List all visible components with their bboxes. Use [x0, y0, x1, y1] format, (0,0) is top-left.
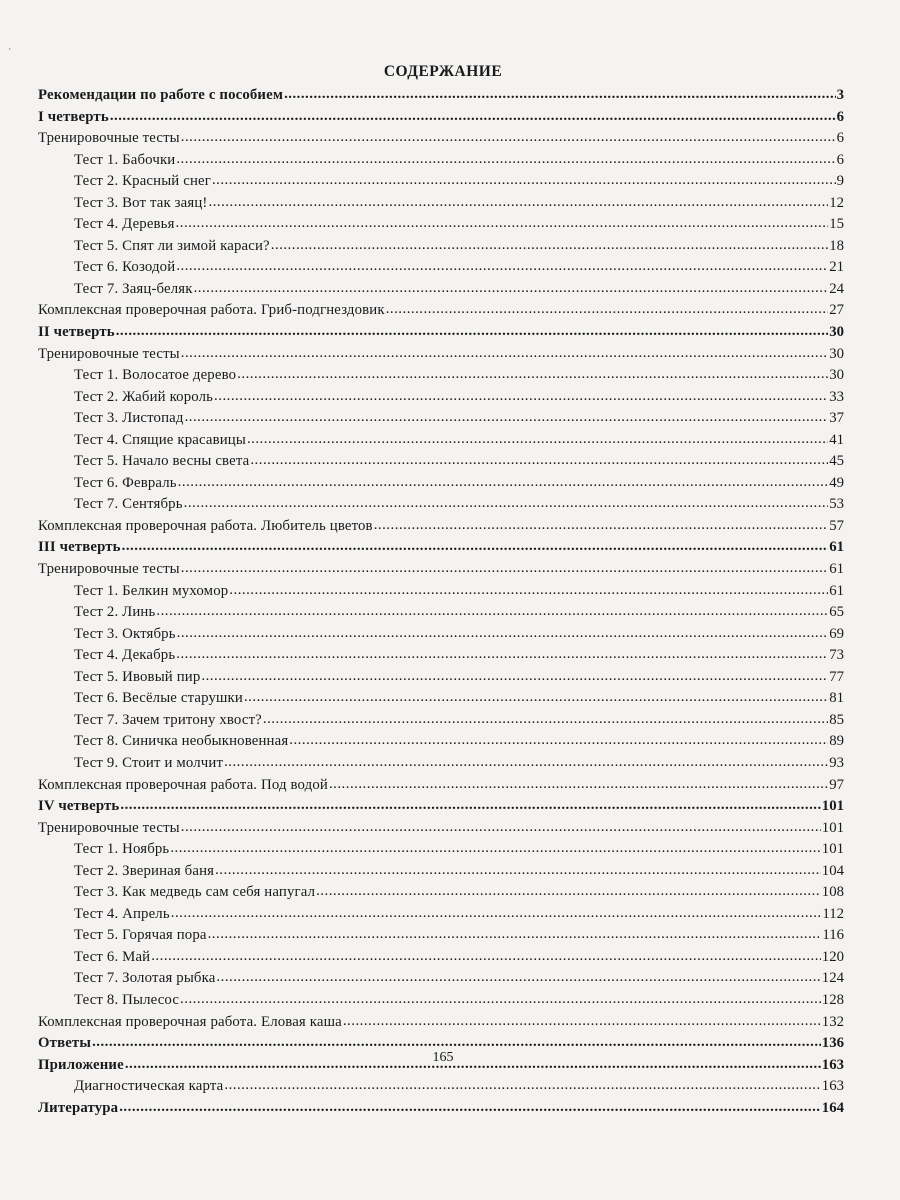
toc-entry-page: 77 — [829, 668, 844, 685]
toc-entry-page: 37 — [829, 410, 844, 427]
toc-entry-label: Тест 2. Звериная баня — [74, 862, 215, 879]
toc-entry-label: Тест 1. Бабочки — [74, 151, 176, 168]
toc-entry-page: 104 — [821, 862, 844, 879]
toc-entry-label: Тест 4. Деревья — [74, 216, 175, 233]
toc-leader-dots — [374, 515, 829, 537]
toc-entry-label: Тест 6. Весёлые старушки — [74, 690, 243, 707]
toc-entry-label: Комплексная проверочная работа. Гриб-подгнездовик — [38, 302, 385, 319]
toc-leader-dots — [176, 149, 835, 171]
toc-leader-dots — [122, 536, 829, 558]
toc-entry-page: 132 — [821, 1013, 844, 1030]
toc-entry-label: Литература — [38, 1099, 119, 1116]
toc-entry-page: 49 — [829, 474, 844, 491]
toc-leader-dots — [110, 106, 836, 128]
toc-entry — [38, 365, 844, 387]
toc-entry-page: 112 — [822, 905, 844, 922]
toc-leader-dots — [171, 903, 822, 925]
toc-entry-page: 120 — [821, 948, 844, 965]
toc-entry-page: 41 — [829, 431, 844, 448]
toc-entry-label: Тест 3. Листопад — [74, 410, 184, 427]
toc-entry-label: Тест 2. Жабий король — [74, 388, 214, 405]
toc-entry-page: 81 — [829, 690, 844, 707]
toc-entry — [38, 925, 844, 947]
toc-entry-label: Тест 2. Линь — [74, 604, 156, 621]
toc-entry-label: Тест 8. Синичка необыкновенная — [74, 733, 289, 750]
toc-leader-dots — [224, 1075, 820, 1097]
toc-entry-page: 9 — [836, 173, 844, 190]
toc-entry-page: 12 — [829, 194, 844, 211]
toc-entry-label: I четверть — [38, 108, 109, 125]
toc-entry-label: Тренировочные тесты — [38, 130, 180, 147]
toc-entry — [38, 451, 844, 473]
toc-entry-page: 163 — [821, 1056, 844, 1073]
toc-entry-page: 163 — [821, 1078, 844, 1095]
toc-leader-dots — [263, 709, 828, 731]
toc-leader-dots — [185, 407, 829, 429]
toc-entry-page: 18 — [829, 237, 844, 254]
toc-entry — [38, 753, 844, 775]
toc-entry — [38, 581, 844, 603]
toc-entry-page: 61 — [829, 539, 844, 556]
toc-leader-dots — [181, 343, 828, 365]
toc-leader-dots — [224, 752, 828, 774]
toc-leader-dots — [271, 235, 828, 257]
toc-entry-page: 27 — [829, 302, 844, 319]
toc-leader-dots — [116, 321, 828, 343]
toc-entry — [38, 279, 844, 301]
toc-leader-dots — [212, 170, 836, 192]
toc-entry — [38, 473, 844, 495]
toc-entry-label: Тест 1. Белкин мухомор — [74, 582, 229, 599]
toc-entry — [38, 408, 844, 430]
toc-entry-page: 30 — [829, 324, 844, 341]
toc-entry-label: Тест 6. Февраль — [74, 474, 177, 491]
toc-entry-page: 85 — [829, 711, 844, 728]
toc-entry-label: Ответы — [38, 1035, 92, 1052]
toc-entry-page: 101 — [821, 798, 844, 815]
toc-leader-dots — [209, 192, 829, 214]
toc-leader-dots — [184, 493, 829, 515]
toc-leader-dots — [176, 256, 828, 278]
toc-entry-label: Тест 7. Золотая рыбка — [74, 970, 216, 987]
toc-leader-dots — [181, 127, 836, 149]
toc-entry-label: III четверть — [38, 539, 121, 556]
toc-entry-label: Тест 1. Ноябрь — [74, 841, 170, 858]
toc-leader-dots — [181, 558, 828, 580]
toc-entry — [38, 322, 844, 344]
toc-entry-page: 116 — [822, 927, 844, 944]
toc-entry — [38, 300, 844, 322]
toc-leader-dots — [229, 580, 828, 602]
toc-leader-dots — [214, 386, 828, 408]
toc-entry-page: 101 — [821, 819, 844, 836]
toc-entry — [38, 818, 844, 840]
toc-entry-label: Тест 5. Ивовый пир — [74, 668, 201, 685]
toc-entry — [38, 990, 844, 1012]
toc-entry-label: Тест 6. Май — [74, 948, 151, 965]
toc-entry — [38, 602, 844, 624]
toc-entry — [38, 667, 844, 689]
toc-entry-page: 61 — [829, 561, 844, 578]
toc-entry-page: 108 — [821, 884, 844, 901]
toc-entry-page: 45 — [829, 453, 844, 470]
toc-entry-label: Тест 1. Волосатое дерево — [74, 367, 237, 384]
toc-entry — [38, 537, 844, 559]
toc-entry-label: IV четверть — [38, 798, 120, 815]
toc-entry — [38, 839, 844, 861]
toc-entry-page: 61 — [829, 582, 844, 599]
toc-entry — [38, 861, 844, 883]
toc-entry-label: Тест 7. Заяц-беляк — [74, 280, 193, 297]
toc-title: СОДЕРЖАНИЕ — [383, 63, 503, 80]
toc-leader-dots — [119, 1097, 821, 1119]
toc-entry-page: 6 — [836, 151, 844, 168]
toc-entry — [38, 430, 844, 452]
toc-entry-page: 3 — [836, 87, 844, 103]
toc-entry-page: 124 — [821, 970, 844, 987]
toc-leader-dots — [343, 1011, 821, 1033]
toc-entry-label: Тест 7. Сентябрь — [74, 496, 183, 513]
toc-entry — [38, 882, 844, 904]
toc-entry-page: 136 — [821, 1035, 844, 1052]
toc-entry-label: Тренировочные тесты — [38, 819, 180, 836]
toc-entry-page: 30 — [829, 345, 844, 362]
toc-leader-dots — [244, 687, 828, 709]
toc-entry — [38, 796, 844, 818]
toc-entry-page: 30 — [829, 367, 844, 384]
toc-entry-page: 93 — [829, 754, 844, 771]
toc-entry-page: 101 — [821, 841, 844, 858]
toc-entry-page: 6 — [836, 130, 844, 147]
toc-entry-label: Приложение — [38, 1056, 124, 1073]
toc-leader-dots — [177, 623, 829, 645]
toc-leader-dots — [289, 730, 828, 752]
toc-leader-dots — [329, 774, 828, 796]
table-of-contents — [38, 85, 844, 1119]
toc-entry-label: Тренировочные тесты — [38, 345, 180, 362]
toc-entry-label: Тест 3. Вот так заяц! — [74, 194, 208, 211]
toc-entry — [38, 775, 844, 797]
toc-entry-page: 21 — [829, 259, 844, 276]
toc-entry — [38, 171, 844, 193]
toc-entry-label: Рекомендации по работе с пособием — [38, 87, 284, 103]
toc-leader-dots — [201, 666, 828, 688]
toc-entry-label: Комплексная проверочная работа. Еловая каша — [38, 1013, 342, 1030]
toc-entry — [38, 559, 844, 581]
toc-entry — [38, 107, 844, 129]
toc-entry-page: 57 — [829, 517, 844, 534]
toc-leader-dots — [247, 429, 828, 451]
toc-entry — [38, 904, 844, 926]
toc-leader-dots — [120, 795, 820, 817]
toc-entry-label: Тест 8. Пылесос — [74, 991, 180, 1008]
toc-entry — [38, 214, 844, 236]
toc-entry — [38, 710, 844, 732]
toc-leader-dots — [180, 989, 821, 1011]
toc-leader-dots — [194, 278, 829, 300]
toc-leader-dots — [316, 881, 821, 903]
toc-leader-dots — [151, 946, 821, 968]
toc-leader-dots — [216, 967, 820, 989]
toc-leader-dots — [250, 450, 828, 472]
toc-entry-page: 164 — [821, 1099, 844, 1116]
toc-leader-dots — [181, 817, 821, 839]
toc-entry-label: Тест 4. Апрель — [74, 905, 170, 922]
toc-entry-page: 6 — [836, 108, 844, 125]
toc-leader-dots — [386, 299, 829, 321]
toc-entry-label: Тест 4. Декабрь — [74, 647, 176, 664]
toc-entry-label: II четверть — [38, 324, 115, 341]
toc-entry — [38, 688, 844, 710]
toc-entry-page: 24 — [829, 280, 844, 297]
toc-entry-page: 128 — [821, 991, 844, 1008]
toc-entry — [38, 193, 844, 215]
toc-entry — [38, 150, 844, 172]
toc-entry-page: 15 — [829, 216, 844, 233]
toc-entry-label: Тест 2. Красный снег — [74, 173, 211, 190]
toc-leader-dots — [215, 860, 821, 882]
toc-leader-dots — [178, 472, 829, 494]
toc-leader-dots — [176, 213, 829, 235]
toc-entry-page: 33 — [829, 388, 844, 405]
toc-entry — [38, 257, 844, 279]
toc-entry-label: Тест 5. Начало весны света — [74, 453, 250, 470]
toc-leader-dots — [237, 364, 828, 386]
toc-entry — [38, 1076, 844, 1098]
toc-leader-dots — [208, 924, 822, 946]
toc-entry — [38, 731, 844, 753]
toc-entry — [38, 1012, 844, 1034]
toc-entry-page: 53 — [829, 496, 844, 513]
toc-entry — [38, 128, 844, 150]
scan-artifact: ⸱ — [8, 42, 12, 56]
toc-entry — [38, 344, 844, 366]
toc-entry — [38, 494, 844, 516]
toc-entry-label: Тест 5. Спят ли зимой караси? — [74, 237, 270, 254]
toc-entry-label: Тест 4. Спящие красавицы — [74, 431, 246, 448]
toc-entry-label: Тренировочные тесты — [38, 561, 180, 578]
toc-entry-label: Тест 6. Козодой — [74, 259, 176, 276]
toc-entry-label: Комплексная проверочная работа. Любитель цветов — [38, 517, 373, 534]
toc-entry — [38, 516, 844, 538]
toc-entry-page: 73 — [829, 647, 844, 664]
toc-entry — [38, 85, 844, 107]
toc-entry — [38, 624, 844, 646]
toc-entry-label: Диагностическая карта — [74, 1078, 224, 1095]
toc-entry-page: 97 — [829, 776, 844, 793]
toc-entry — [38, 947, 844, 969]
toc-entry-page: 65 — [829, 604, 844, 621]
toc-entry-page: 89 — [829, 733, 844, 750]
toc-entry-label: Тест 3. Как медведь сам себя напугал — [74, 884, 316, 901]
toc-entry-label: Тест 5. Горячая пора — [74, 927, 207, 944]
toc-entry-label: Комплексная проверочная работа. Под водой — [38, 776, 328, 793]
toc-entry-page: 69 — [829, 625, 844, 642]
toc-entry — [38, 387, 844, 409]
toc-leader-dots — [156, 601, 828, 623]
page-number: 165 — [432, 1050, 454, 1065]
toc-entry — [38, 968, 844, 990]
toc-entry — [38, 236, 844, 258]
toc-entry-label: Тест 9. Стоит и молчит — [74, 754, 224, 771]
toc-leader-dots — [170, 838, 820, 860]
toc-entry — [38, 645, 844, 667]
toc-entry — [38, 1098, 844, 1120]
toc-leader-dots — [176, 644, 828, 666]
toc-entry-label: Тест 7. Зачем тритону хвост? — [74, 711, 262, 728]
toc-entry-label: Тест 3. Октябрь — [74, 625, 176, 642]
toc-leader-dots — [284, 84, 836, 106]
